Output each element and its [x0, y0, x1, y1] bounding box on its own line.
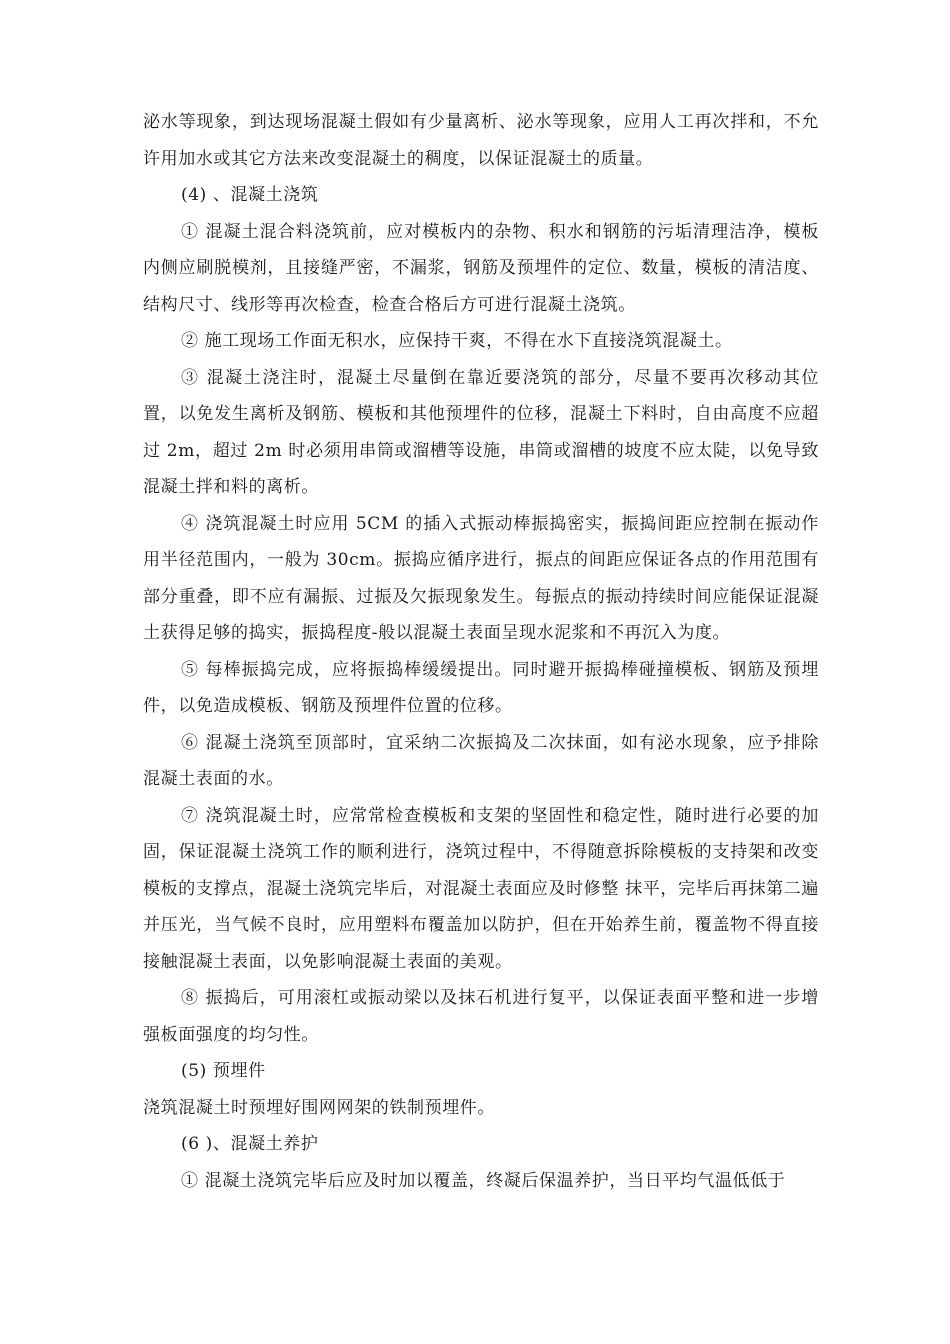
paragraph-item-4: ④ 浇筑混凝土时应用 5CM 的插入式振动棒振捣密实，振捣间距应控制在振动作用半径范围内，一般为 30cm。振捣应循序进行，振点的间距应保证各点的作用范围有部分重叠，即不应有漏振、过振及欠振现象发生。每振点的振动持续时间应能保证混凝土获得足够的捣实，振捣程度-般以混凝土表面呈现水泥浆和不再沉入为度。 — [143, 513, 819, 643]
paragraph-item-8: ⑧ 振捣后，可用滚杠或振动梁以及抹石机进行复平，以保证表面平整和进一步增强板面强度的均匀性。 — [143, 988, 819, 1045]
paragraph-item-6: ⑥ 混凝土浇筑至顶部时，宜采纳二次振捣及二次抹面，如有泌水现象，应予排除混凝土表面的水。 — [143, 732, 819, 789]
paragraph-embedded-parts: 浇筑混凝土时预埋好围网网架的铁制预埋件。 — [143, 1097, 495, 1118]
paragraph-item-2: ② 施工现场工作面无积水，应保持干爽，不得在水下直接浇筑混凝土。 — [181, 331, 733, 351]
paragraph-item-1: ① 混凝土混合料浇筑前，应对模板内的杂物、积水和钢筋的污垢清理洁净，模板内侧应刷脱模剂，且接缝严密，不漏浆，钢筋及预埋件的定位、数量，模板的清洁度、结构尺寸、线形等再次检查，检查合格后方可进行混凝土浇筑。 — [143, 221, 819, 315]
heading-embedded-parts: (5) 预埋件 — [181, 1061, 266, 1081]
paragraph-item-3: ③ 混凝土浇注时，混凝土尽量倒在靠近要浇筑的部分，尽量不要再次移动其位置，以免发生离析及钢筋、模板和其他预埋件的位移，混凝土下料时，自由高度不应超过 2m，超过 2m 时必须用串筒或溜槽等设施，串筒或溜槽的坡度不应太陡，以免导致混凝土拌和料的离析。 — [143, 367, 819, 497]
paragraph-continuation: 泌水等现象，到达现场混凝土假如有少量离析、泌水等现象，应用人工再次拌和，不允许用加水或其它方法来改变混凝土的稠度，以保证混凝土的质量。 — [143, 112, 819, 169]
document-page — [143, 104, 819, 1199]
paragraph-item-7: ⑦ 浇筑混凝土时，应常常检查模板和支架的坚固性和稳定性，随时进行必要的加固，保证混凝土浇筑工作的顺利进行，浇筑过程中，不得随意拆除模板的支持架和改变模板的支撑点，混凝土浇筑完毕后，对混凝土表面应及时修整 抹平，完毕后再抹第二遍并压光，当气候不良时，应用塑料布覆盖加以防护，但在开始养生前，覆盖物不得直接接触混凝土表面，以免影响混凝土表面的美观。 — [143, 805, 819, 972]
heading-concrete-pouring: (4) 、混凝土浇筑 — [181, 185, 319, 205]
paragraph-curing-item-1: ① 混凝土浇筑完毕后应及时加以覆盖，终凝后保温养护，当日平均气温低低于 — [181, 1170, 786, 1191]
heading-concrete-curing: (6 )、混凝土养护 — [181, 1134, 319, 1154]
paragraph-item-5: ⑤ 每棒振捣完成，应将振捣棒缓缓提出。同时避开振捣棒碰撞模板、钢筋及预埋件，以免造成模板、钢筋及预埋件位置的位移。 — [143, 659, 819, 716]
